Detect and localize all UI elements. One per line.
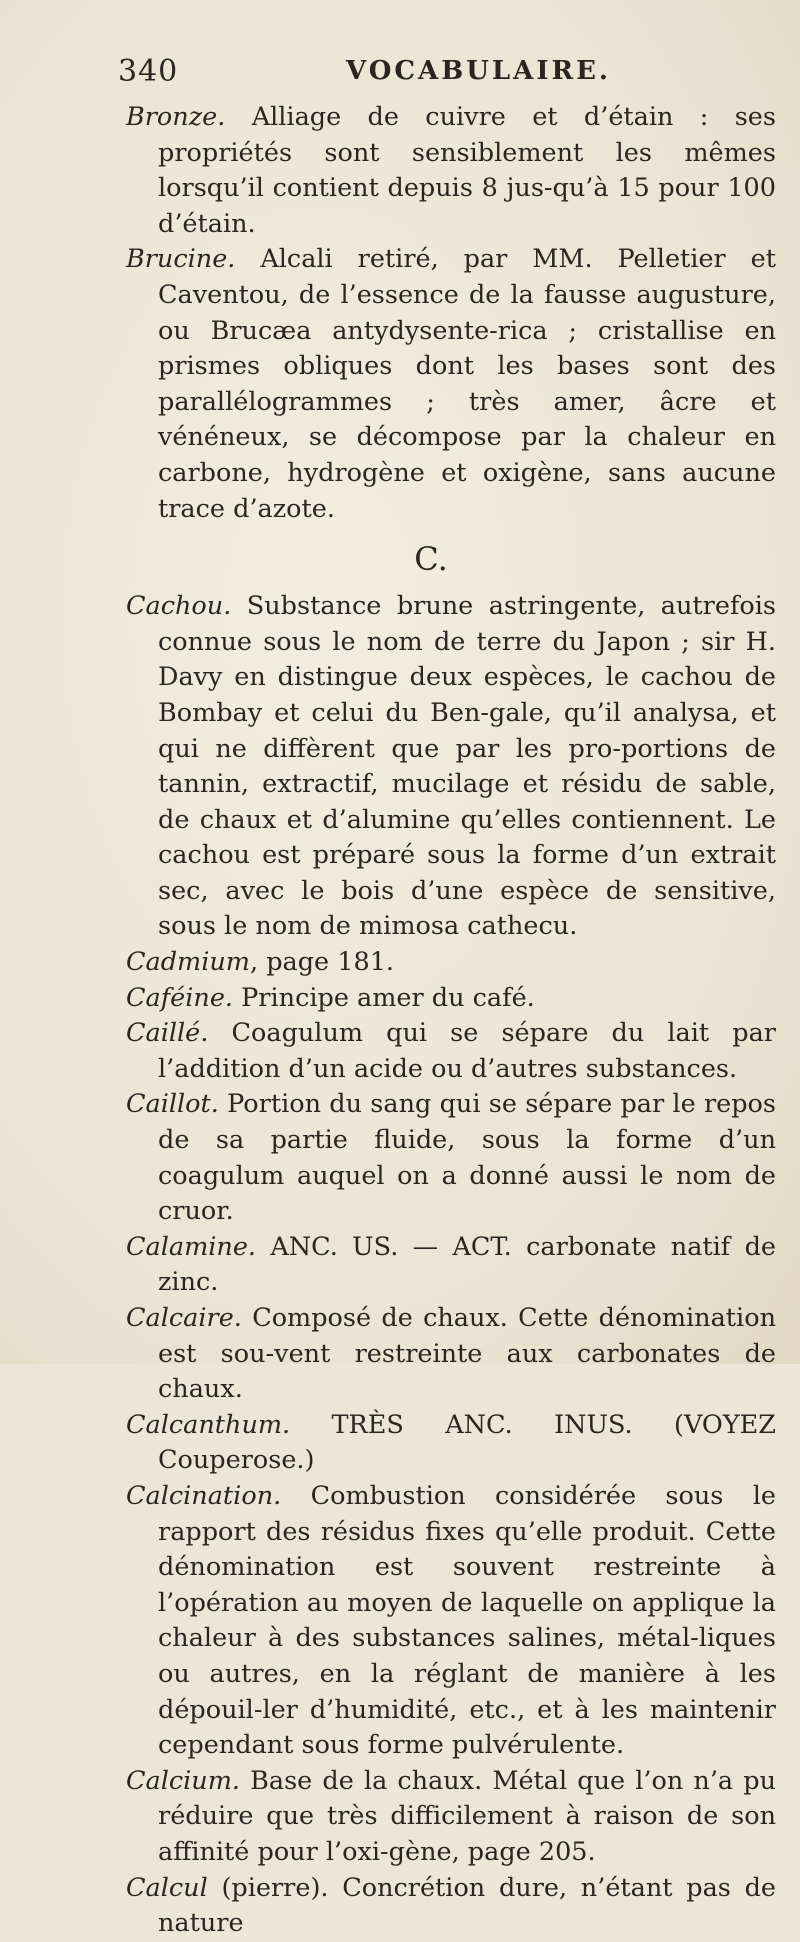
entry-headword: Calamine. <box>126 1231 257 1262</box>
section-letter: C. <box>414 540 448 579</box>
entry-headword: Cachou. <box>126 591 232 622</box>
entry-definition: Base de la chaux. Métal que l’on n’a pu réduire que très difficilement à raison de son affinité pour l’oxi-gène, page 205. <box>158 1765 776 1867</box>
entry-definition: Alcali retiré, par MM. Pelletier et Caventou, de l’essence de la fausse augusture, ou Brucæa antydysente-rica ; cristallise en prismes obliques dont les bases sont des parallélogrammes ; très amer, âcre et vénéneux, se décompose par la chaleur en carbone, hydrogène et oxigène, sans aucune trace d’azote. <box>158 244 776 524</box>
entry-definition: , page 181. <box>249 947 395 978</box>
entry-definition: Substance brune astringente, autrefois connue sous le nom de terre du Japon ; sir H. Davy en distingue deux espèces, le cachou de Bombay et celui du Ben-gale, qu’il analysa, et qui ne diffèrent que par les pro-portions de tannin, extractif, mucilage et résidu de sable, de chaux et d’alumine qu’elles contiennent. Le cachou est préparé sous la forme d’un extrait sec, avec le bois d’une espèce de sensitive, sous le nom de mimosa cathecu. <box>158 591 776 942</box>
page-number: 340 <box>118 54 179 89</box>
entry-headword: Brucine. <box>126 244 236 275</box>
running-title: VOCABULAIRE. <box>346 56 611 86</box>
entry-definition: Alliage de cuivre et d’étain : ses propriétés sont sensiblement les mêmes lorsqu’il contient depuis 8 jus-qu’à 15 pour 100 d’étain. <box>158 102 776 239</box>
entry-headword: Calcination. <box>126 1480 282 1511</box>
entry-headword: Calcanthum. <box>126 1409 291 1440</box>
entry-calamine <box>126 1230 776 1301</box>
entry-brucine <box>126 242 776 527</box>
entry-calcanthum <box>126 1408 776 1479</box>
entry-definition: Coagulum qui se sépare du lait par l’addition d’un acide ou d’autres substances. <box>158 1018 776 1084</box>
entry-calcination <box>126 1479 776 1764</box>
entry-bronze <box>126 100 776 242</box>
entry-definition: Composé de chaux. Cette dénomination est sou-vent restreinte aux carbonates de chaux. <box>158 1303 776 1405</box>
vocabulary-entries <box>126 100 776 1942</box>
entry-calcaire <box>126 1301 776 1408</box>
entry-definition: TRÈS ANC. INUS. (VOYEZ Couperose.) <box>158 1409 776 1476</box>
entry-caille <box>126 1016 776 1087</box>
entry-calcul <box>126 1871 776 1942</box>
entry-calcium <box>126 1764 776 1871</box>
entry-definition: Principe amer du café. <box>233 982 535 1013</box>
entry-cafeine <box>126 981 776 1017</box>
entry-headword: Calcul <box>126 1872 208 1903</box>
entry-caillot <box>126 1087 776 1229</box>
entry-headword: Cadmium <box>126 947 250 978</box>
page-header <box>118 54 758 88</box>
entry-headword: Bronze. <box>126 102 226 132</box>
entry-cadmium <box>126 945 776 981</box>
entry-cachou <box>126 589 776 945</box>
entry-headword: Calcium. <box>126 1765 241 1796</box>
entry-definition: ANC. US. — ACT. carbonate natif de zinc. <box>158 1231 776 1298</box>
entry-headword: Calcaire. <box>126 1303 242 1333</box>
entry-headword: Caféine. <box>126 982 234 1013</box>
entry-definition: Combustion considérée sous le rapport des résidus fixes qu’elle produit. Cette dénomination est souvent restreinte à l’opération au moyen de laquelle on applique la chaleur à des substances salines, métal-liques ou autres, en la réglant de manière à les dépouil-ler d’humidité, etc., et à les maintenir cependant sous forme pulvérulente. <box>158 1480 776 1761</box>
entry-definition: Portion du sang qui se sépare par le repos de sa partie fluide, sous la forme d’un coagulum auquel on a donné aussi le nom de cruor. <box>158 1089 776 1227</box>
entry-headword: Caillé. <box>126 1018 209 1049</box>
entry-headword: Caillot. <box>126 1089 219 1120</box>
entry-definition: (pierre). Concrétion dure, n’étant pas de nature <box>158 1872 776 1939</box>
